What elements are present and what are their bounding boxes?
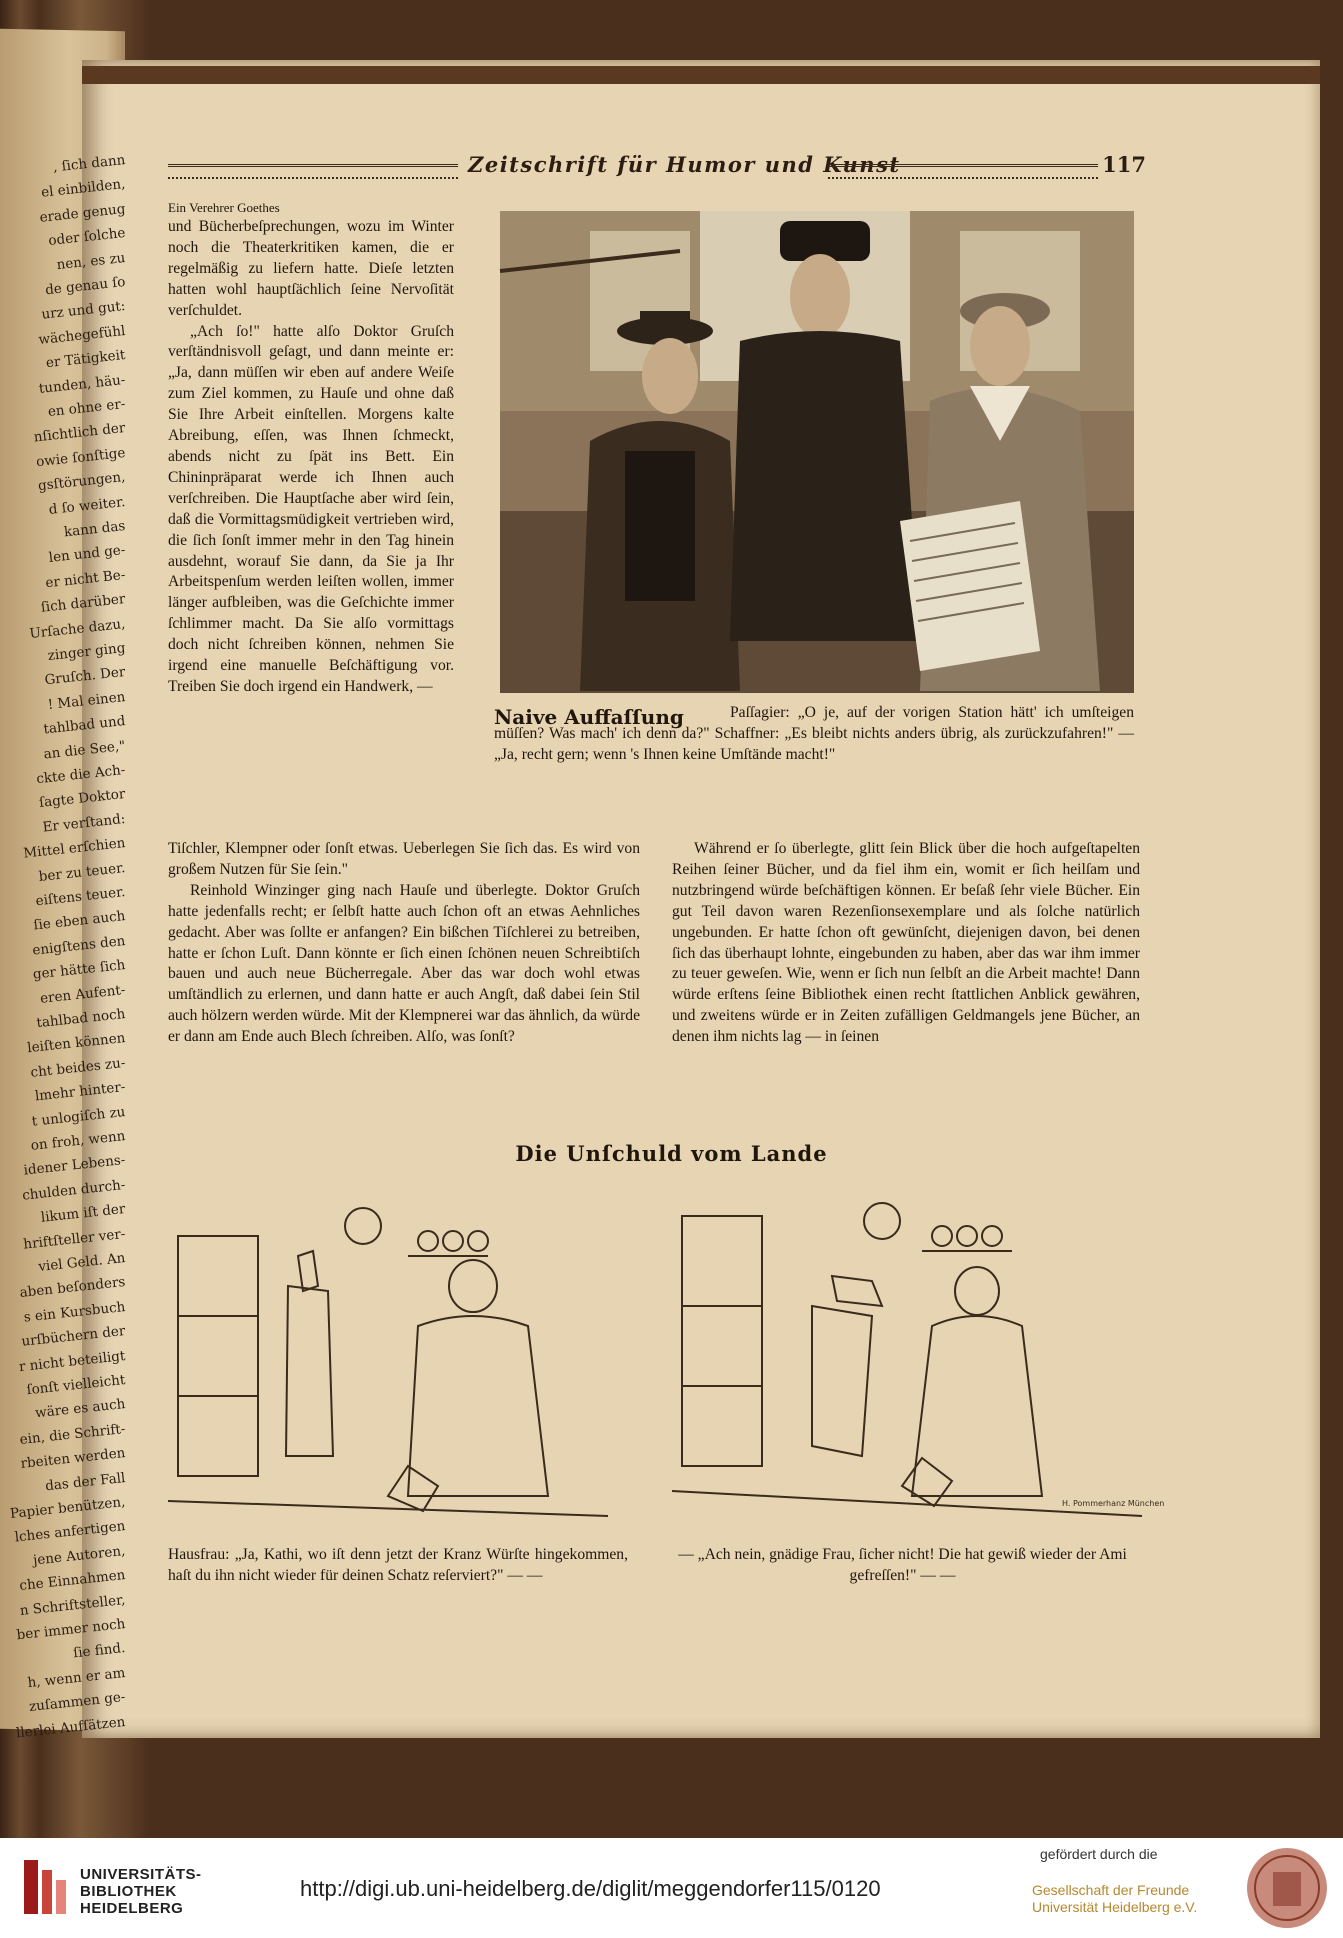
left-page-fragment-line: on froh, wenn xyxy=(30,1127,127,1154)
left-page-fragment-line: eren Aufent- xyxy=(39,981,127,1007)
university-library-logo-icon xyxy=(20,1856,68,1918)
society-name-line: Universität Heidelberg e.V. xyxy=(1032,1899,1198,1915)
artist-signature: H. Pommerhanz München xyxy=(1062,1499,1165,1508)
left-page-fragment-line: ſonſt vielleicht xyxy=(25,1371,127,1399)
cartoon2-caption-left: Hausfrau: „Ja, Kathi, wo iſt denn jetzt der Kranz Würſte hingekommen, haſt du ihn nicht wieder für deinen Schatz reſerviert?" — — xyxy=(168,1546,628,1584)
left-page-fragment-line: ſie find. xyxy=(72,1640,127,1662)
left-page-fragment-line: Gruſch. Der xyxy=(43,664,127,689)
left-page-fragment-line: ber zu teuer. xyxy=(38,859,127,885)
left-page-fragment-line: oder ſolche xyxy=(47,225,127,250)
cartoon2-panel-left xyxy=(168,1196,608,1526)
article-paragraph: „Ach ſo!" hatte alſo Doktor Gruſch verſtändnisvoll geſagt, und dann meinte er: „Ja, dann müſſen wir eben auf andere Weiſe zum Ziel kommen, zu Hauſe und ohne daß Sie Ihre Arbeit einſtellen. Morgens kalte Abreibung, eſſen, was Ihnen ſchmeckt, abends nicht zu ſpät ins Bett. Ein Chininpräparat werde ich Ihnen auch verſchreiben. Die Hauptſache aber wird ſein, daß die Vormittagsmüdigkeit vertrieben wird, die ſich ſonſt immer mehr in den Tag hinein ausdehnt, worauf Sie dann, da Sie ja Ihr Arbeitspenſum werden leiſten wollen, immer länger aufbleiben, was die Geſchichte immer ſchlimmer macht. Da Sie alſo vormittags doch nicht ſchreiben können, nehmen Sie irgend eine manuelle Beſchäftigung vor. Treiben Sie doch irgend ein Handwerk, — xyxy=(168,322,454,695)
article-paragraph: Reinhold Winzinger ging nach Hauſe und überlegte. Doktor Gruſch hatte jedenfalls recht; er ſelbſt hatte auch ſchon oft an etwas Aehnliches gedacht. Aber was ſollte er anfangen? Ein bißchen Tiſchlerei zu betreiben, hatte er ſchon Luſt. Dann könnte er ſich einen ſchönen neuen Schreibtiſch bauen und auch neue Bücherregale. Aber das war doch wohl etwas umſtändlich zu erlernen, und dann hatte er auch Angſt, daß dabei ſein Stil auch hölzern werden würde. Mit der Klempnerei war das ähnlich, da würde er dann am Ende auch Blech ſchreiben. Alſo, was ſonſt? xyxy=(168,881,640,1046)
left-page-fragment-line: n Schriftsteller, xyxy=(19,1591,127,1619)
left-page-fragment-line: ſagte Doktor xyxy=(38,786,127,812)
left-page-fragment-line: kann das xyxy=(63,517,127,541)
left-page-fragment-line: ! Mal einen xyxy=(46,688,127,713)
running-header xyxy=(168,152,1146,182)
kitchen-scene-left-svg xyxy=(168,1196,608,1526)
header-ornament-left xyxy=(168,164,458,179)
page-top-border xyxy=(82,66,1320,84)
left-page-fragment-line: tahlbad noch xyxy=(35,1005,127,1032)
left-page-fragment-line: er Tätigkeit xyxy=(45,347,127,372)
cartoon2-panel-right xyxy=(672,1196,1165,1526)
left-page-fragment-line: enigſtens den xyxy=(31,932,127,959)
left-page-fragment-line: wäre es auch xyxy=(34,1396,127,1422)
left-page-fragment-line: zuſammen ge- xyxy=(28,1689,127,1716)
left-page-fragment-line: nſichtlich der xyxy=(32,420,127,446)
left-page-fragment-line: viel Geld. An xyxy=(37,1249,127,1276)
cartoon1-caption: Paſſagier: „O je, auf der vorigen Station hätt' ich umſteigen müſſen? Was mach' ich denn da?" Schaffner: „Es bleibt nichts anders übrig, als zurückzufahren!" — „Ja, recht gern; wenn 's Ihnen keine Umſtände macht!" xyxy=(494,704,1134,763)
left-page-fragment-line: len und ge- xyxy=(48,542,127,567)
left-page-fragment-line: d ſo weiter. xyxy=(47,493,127,518)
left-page-fragment-line: h, wenn er am xyxy=(26,1664,127,1691)
funded-by-label: gefördert durch die xyxy=(1040,1846,1158,1862)
left-page-fragment-line: owie ſonſtige xyxy=(35,444,127,471)
left-page-fragment-line: zinger ging xyxy=(47,639,127,665)
left-page-fragment-line: ger hätte ſich xyxy=(32,957,127,983)
left-page-fragment-line: Urſache dazu, xyxy=(28,615,127,642)
left-page-fragment-line: gsſtörungen, xyxy=(37,469,127,495)
left-page-fragment-line: r nicht beteiligt xyxy=(18,1347,127,1375)
left-page-fragment-line: jene Autoren, xyxy=(32,1542,127,1569)
train-illustration-svg xyxy=(500,211,1134,693)
cartoon1-title: Naive Auffaſſung xyxy=(494,705,684,729)
left-page-fragment-line: aben beſonders xyxy=(18,1274,127,1302)
left-page-fragment-line: ber immer noch xyxy=(15,1615,127,1644)
left-page-fragment-line: leiſten können xyxy=(26,1030,127,1057)
left-page-fragment-line: wächegefühl xyxy=(37,322,127,348)
left-page-fragment-line: an die See," xyxy=(42,737,127,763)
society-name xyxy=(1032,1882,1197,1916)
article-column-mid-right xyxy=(672,839,1140,1048)
left-page-fragment-line: rbeiten werden xyxy=(19,1445,127,1473)
article-text: und Bücherbeſprechungen, wozu im Winter noch die Theaterkritiken kamen, die er regelmäßig zu liefern hatte. Dieſe letzten hatten wohl hauptſächlich ſeine Nervoſität verſchuldet. xyxy=(168,218,454,319)
left-page-fragment-line: er nicht Be- xyxy=(44,566,127,592)
article-paragraph: Während er ſo überlegte, glitt ſein Blick über die hoch aufgeſtapelten Reihen ſeiner Bücher, und da fiel ihm ein, womit er ſich heilſam und nutzbringend würde beſchäftigen können. Er beſaß ſehr viele Bücher. Ein gut Teil davon waren Rezenſionsexemplare und als ſolche natürlich ungebunden. Er hatte ſchon oft gewünſcht, diejenigen davon, bei denen ſich das überhaupt lohnte, eingebunden zu haben, aber das war ihm immer zu teuer geweſen. Wie, wenn er ſich nun ſelbſt an die Arbeit machte! Dann würde erſtens ſeine Bibliothek einen recht ſtattlichen Anblick gewähren, und zweitens würde er in Zeiten zufälligen Geldmangels jene Bücher, an denen ihm nichts lag — in ſeinen xyxy=(672,840,1140,1046)
left-page-fragment-line: tunden, häu- xyxy=(38,371,127,397)
footer-bar xyxy=(0,1838,1343,1938)
article-column-mid-left xyxy=(168,839,640,1048)
header-ornament-right xyxy=(828,164,1098,179)
left-page-fragment-line: ſie eben auch xyxy=(32,908,127,934)
left-page-fragment-line: lmehr hinter- xyxy=(34,1079,127,1105)
left-page-fragment-line: llerlei Aufſätzen xyxy=(15,1713,127,1741)
kitchen-scene-right-svg xyxy=(672,1196,1165,1526)
left-page-fragment-line: hriftſteller ver- xyxy=(22,1225,127,1253)
society-seal-icon xyxy=(1245,1846,1329,1930)
left-page-fragment-line: che Einnahmen xyxy=(18,1567,127,1595)
page-number: 117 xyxy=(1102,152,1146,177)
article-column-top-left xyxy=(168,199,454,698)
left-page-fragment-line: cht beides zu- xyxy=(29,1054,127,1081)
left-page-fragment-line: das der Fall xyxy=(44,1469,127,1494)
left-page-fragment-line: eiſtens teuer. xyxy=(34,883,127,910)
left-page-fragment-line: nen, es zu xyxy=(55,249,127,273)
left-page-fragment-line: idener Lebens- xyxy=(22,1152,127,1179)
left-page-fragment-line: Papier benützen, xyxy=(9,1493,127,1522)
left-page-fragment-line: ckte die Ach- xyxy=(35,761,127,788)
article-text: Tiſchler, Klempner oder ſonſt etwas. Ueberlegen Sie ſich das. Es wird von großem Nutzen für Sie ſein." xyxy=(168,840,640,878)
library-name-line: BIBLIOTHEK xyxy=(80,1883,177,1900)
left-page-fragment-line: ein, die Schrift- xyxy=(18,1420,127,1448)
left-page-fragment-line: tahlbad und xyxy=(42,713,127,738)
society-name-line: Gesellschaft der Freunde xyxy=(1032,1882,1190,1898)
left-page-fragment-line: Mittel erſchien xyxy=(22,835,127,862)
left-page-fragment-line: en ohne er- xyxy=(47,395,127,421)
left-page-fragment-line: s ein Kursbuch xyxy=(23,1298,127,1326)
left-page-fragment-line: t unlogiſch zu xyxy=(31,1103,127,1130)
left-page-fragment-line: erade genug xyxy=(38,200,127,226)
left-page-fragment-line: , ſich dann xyxy=(52,151,127,176)
left-page-fragment-line: el einbilden, xyxy=(40,176,127,202)
cartoon2-caption-right: — „Ach nein, gnädige Frau, ſicher nicht! Die hat gewiß wieder der Ami gefreſſen!" — — xyxy=(678,1546,1127,1584)
left-page-fragment-line: de genau ſo xyxy=(44,273,127,299)
cartoon2-title: Die Unſchuld vom Lande xyxy=(515,1141,828,1166)
train-compartment-illustration xyxy=(500,211,1134,693)
permalink-url[interactable]: http://digi.ub.uni-heidelberg.de/diglit/meggendorfer115/0120 xyxy=(300,1876,881,1901)
left-page-fragment-line: lches anfertigen xyxy=(13,1518,127,1546)
library-name xyxy=(80,1866,202,1917)
library-name-line: HEIDELBERG xyxy=(80,1900,184,1917)
left-page-fragment-line: chulden durch- xyxy=(21,1176,127,1204)
left-page-fragment-line: Er verſtand: xyxy=(41,810,127,836)
kicker: Ein Verehrer Goethes xyxy=(168,200,280,215)
left-page-fragment-line: ſich darüber xyxy=(40,591,127,616)
left-page-fragment-line: likum iſt der xyxy=(40,1201,127,1226)
header-title: Zeitschrift für Humor und Kunst xyxy=(468,152,901,177)
library-name-line: UNIVERSITÄTS- xyxy=(80,1866,202,1883)
left-page-fragment-line: urſbüchern der xyxy=(20,1323,127,1350)
left-page-fragment-line: urz und gut: xyxy=(40,298,127,324)
